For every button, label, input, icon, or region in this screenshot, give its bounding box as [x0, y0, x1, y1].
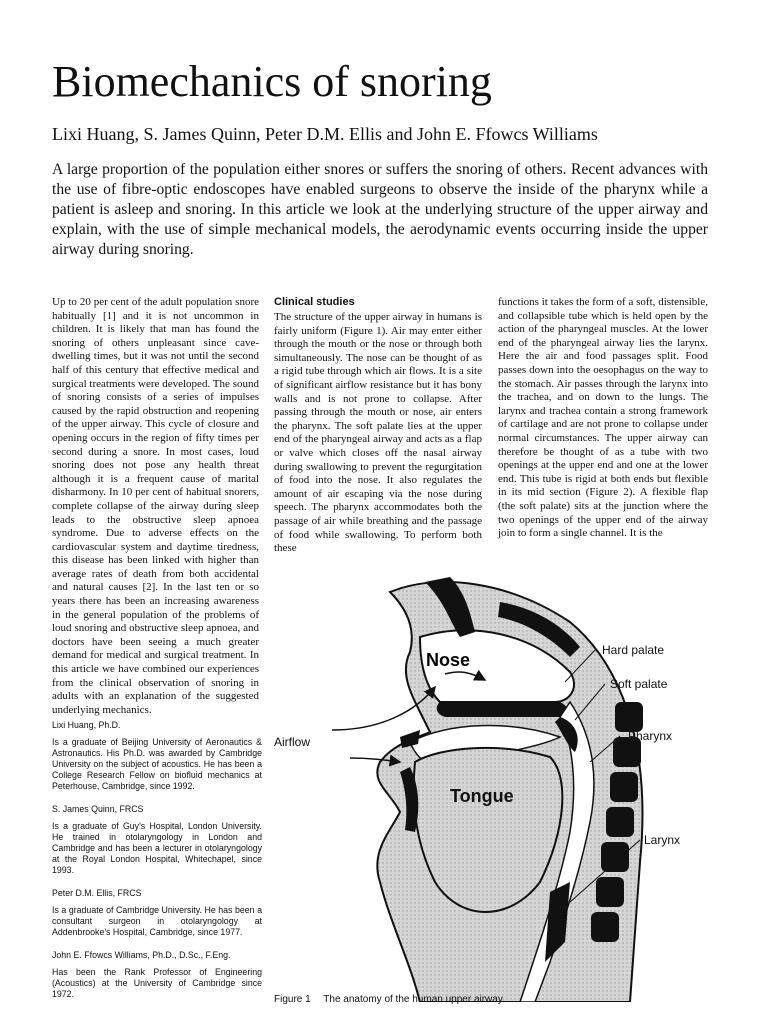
bio-name: Peter D.M. Ellis, FRCS — [52, 888, 142, 898]
label-nose: Nose — [426, 650, 471, 670]
body-column-3 — [498, 296, 708, 541]
bio-name: John E. Ffowcs Williams, Ph.D., D.Sc., F.Eng. — [52, 950, 231, 960]
hard-palate-bone — [437, 702, 568, 717]
label-hard-palate: Hard palate — [602, 643, 665, 657]
bio-text: Has been the Rank Professor of Engineering (Acoustics) at the University of Cambridge since 1972. — [52, 967, 262, 999]
body-paragraph: functions it takes the form of a soft, distensible, and collapsible tube which is held open by the action of the pharyngeal muscles. At the lower end of the pharyngeal airway lies the larynx. Here the air and food passages split. Food passes down into the oesophagus on the way to the stomach. Air passes through the larynx into the trachea, and on down to the lungs. The larynx and trachea contain a strong framework of cartilage and are not prone to collapse under normal circumstances. The upper airway can therefore be thought of as a tube with two openings at the upper end and one at the lower end. This tube is rigid at both ends but flexible in its mid section (Figure 2). A flexible flap (the soft palate) sits at the junction where the two openings of the upper end of the airway join to form a single channel. It is the — [498, 296, 708, 540]
bio-text: Is a graduate of Cambridge University. He has been a consultant surgeon in otolaryngology at Addenbrooke's Hospital, Cambridge, since 1977. — [52, 905, 262, 937]
label-airflow: Airflow — [274, 735, 311, 749]
bio-text: Is a graduate of Beijing University of Aeronautics & Astronautics. His Ph.D. was awarded by Cambridge University on the subject of acoustics. He has been a College Research Fellow on biofluid mechanics at Peterhouse, Cambridge, since 1992. — [52, 737, 262, 791]
anatomy-figure — [270, 562, 710, 1002]
author-biographies — [52, 720, 262, 1000]
abstract: A large proportion of the population either snores or suffers the snoring of others. Recent advances with the use of fibre-optic endoscopes have enabled surgeons to observe the inside of the pharynx while a patient is asleep and snoring. In this article we look at the underlying structure of the upper airway and explain, with the use of simple mechanical models, the aerodynamic events occurring inside the upper airway during snoring. — [52, 161, 708, 258]
bio-text: Is a graduate of Guy's Hospital, London University. He trained in otolaryngology in London and Cambridge and has been a lecturer in otolaryngology at the Royal London Hospital, Whitechapel, since 1993. — [52, 821, 262, 875]
article-title: Biomechanics of snoring — [52, 57, 492, 106]
label-pharynx: Pharynx — [628, 729, 673, 743]
bio-name: Lixi Huang, Ph.D. — [52, 720, 121, 730]
label-tongue: Tongue — [450, 786, 514, 806]
body-column-2 — [274, 296, 482, 556]
caption-number: Figure 1 — [274, 994, 311, 1005]
body-paragraph: The structure of the upper airway in humans is fairly uniform (Figure 1). Air may enter either through the mouth or the nose or through both simultaneously. The nose can be thought of as a rigid tube through which air flows. It is a site of significant airflow resistance but it has bony walls and is not prone to collapse. After passing through the mouth or nose, air enters the pharynx. The soft palate lies at the upper end of the pharyngeal airway and acts as a flap or valve which closes off the nasal airway during swallowing to prevent the regurgitation of food into the nose. It also regulates the amount of air escaping via the nose during speech. The pharynx accommodates both the passage of air while breathing and the passage of food while swallowing. To perform both these — [274, 311, 482, 555]
bio-name: S. James Quinn, FRCS — [52, 804, 144, 814]
body-paragraph: Up to 20 per cent of the adult population snore habitually [1] and it is not uncommon in children. It is likely that man has found the snoring of others unpleasant since cave-dwelling times, but it was not until the second half of this century that effective medical and surgical treatments were developed. The sound of snoring consists of a series of impulses caused by the rapid obstruction and reopening of the upper airway. This cycle of closure and opening occurs in the region of fifty times per second during a snore. In most cases, loud snoring does not pose any health threat although it is a frequent cause of marital disharmony. In 10 per cent of habitual snorers, complete collapse of the airway during sleep leads to the obstructive sleep apnoea syndrome. Due to adverse effects on the cardiovascular system and daytime tiredness, this disease has been linked with higher than average rates of death from both accidental and natural causes [2]. In the last ten or so years there has been an increasing awareness in the general population of the problems of loud snoring and obstructive sleep apnoea, and doctors have been seeing a much greater demand for medical and surgical treatment. In this article we have combined our experiences from the clinical observation of snoring in adults with an explanation of the suggested underlying mechanics. — [52, 296, 259, 716]
figure-caption — [274, 994, 505, 1005]
caption-text: The anatomy of the human upper airway. — [323, 994, 505, 1005]
label-soft-palate: Soft palate — [610, 677, 668, 691]
label-larynx: Larynx — [644, 833, 681, 847]
author-list: Lixi Huang, S. James Quinn, Peter D.M. Ellis and John E. Ffowcs Williams — [52, 124, 598, 144]
body-column-1 — [52, 296, 259, 717]
section-heading-clinical-studies: Clinical studies — [274, 296, 355, 308]
